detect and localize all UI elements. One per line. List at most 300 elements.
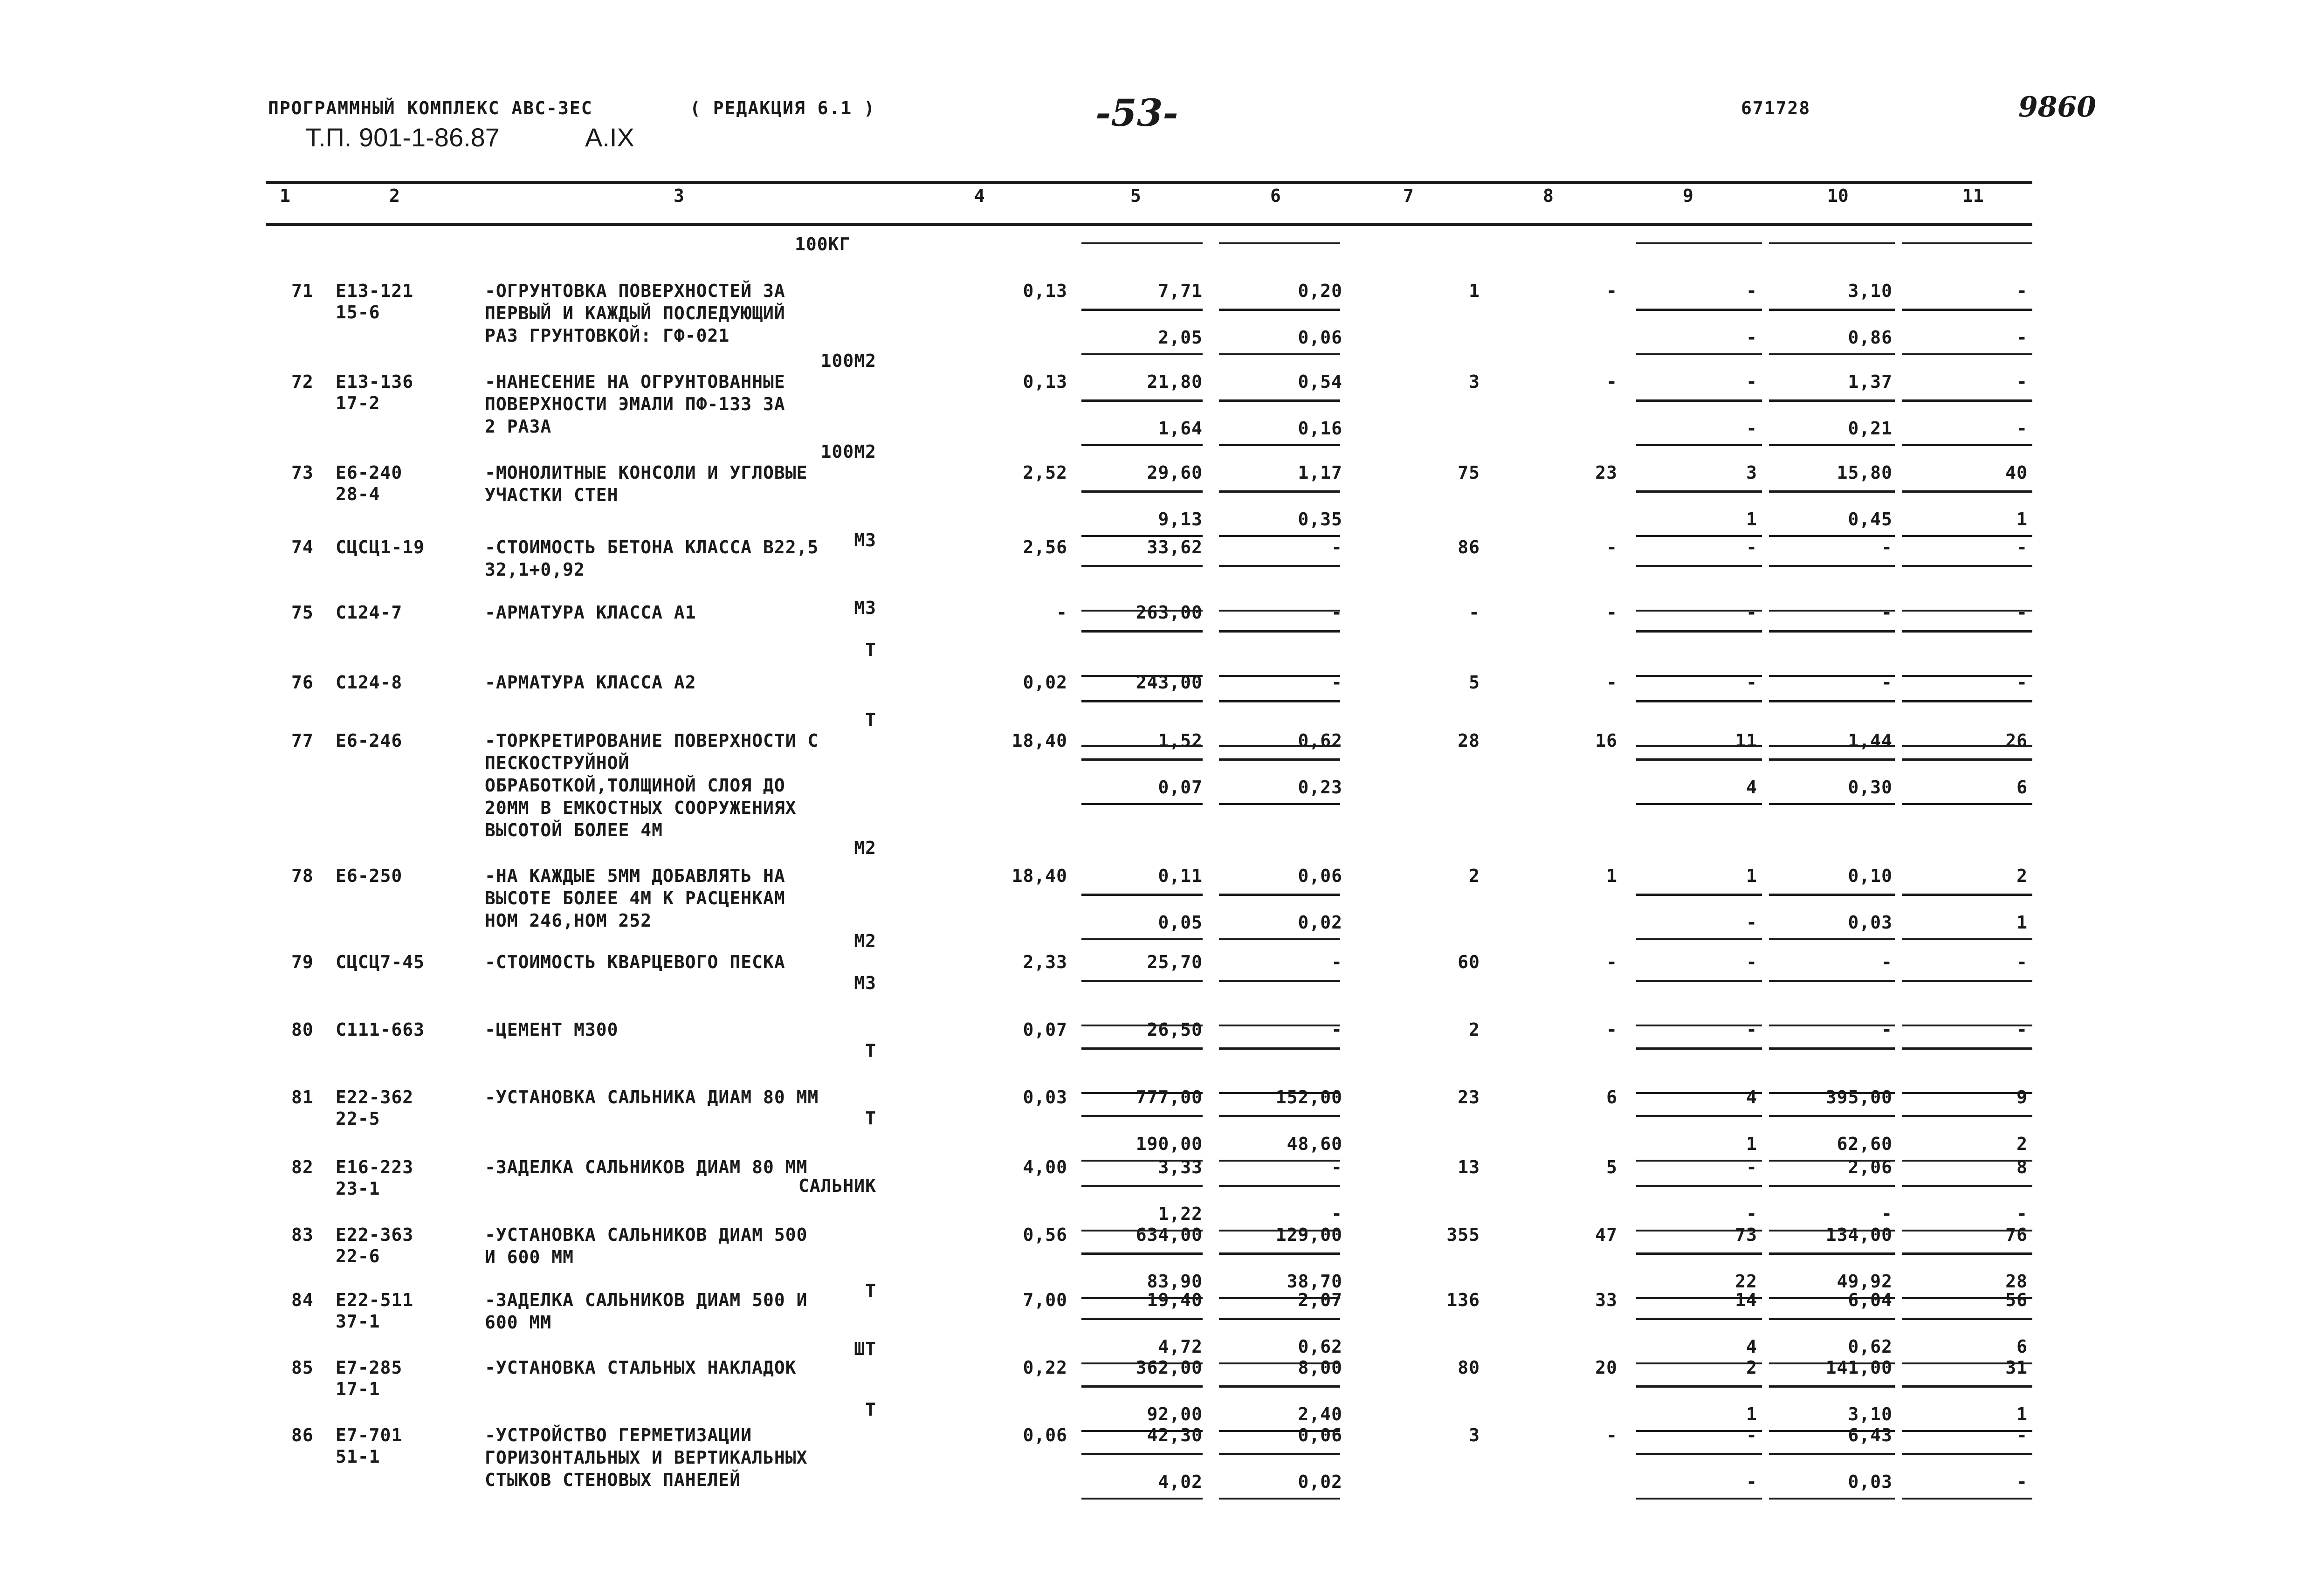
- col10-value-bottom: 0,03: [1848, 1472, 1892, 1492]
- col9-value-top: -: [1746, 537, 1757, 557]
- rate-code: Е6-250: [336, 866, 403, 886]
- row-number: 78: [291, 866, 314, 886]
- col10-value-top: -: [1881, 537, 1892, 557]
- rate-code: СЦСЦ7-45: [336, 952, 425, 972]
- work-description: -СТОИМОСТЬ КВАРЦЕВОГО ПЕСКА: [485, 952, 785, 972]
- fraction-rule: [1902, 1185, 2032, 1187]
- col10-value-top: 6,04: [1848, 1290, 1892, 1310]
- quantity-value: 0,13: [1023, 371, 1067, 392]
- work-description: -СТОИМОСТЬ БЕТОНА КЛАССА В22,5 32,1+0,92: [485, 537, 819, 580]
- row-number: 75: [291, 602, 314, 623]
- row-rule: [1081, 1498, 1203, 1500]
- col10-value-top: -: [1881, 602, 1892, 623]
- col6-value-bottom: 48,60: [1287, 1134, 1342, 1154]
- col11-value-bottom: -: [2016, 1472, 2028, 1492]
- fraction-rule: [1081, 399, 1203, 402]
- fraction-rule: [1219, 1385, 1340, 1388]
- rate-code: С124-7: [336, 602, 403, 623]
- col11-value-top: -: [2016, 281, 2028, 301]
- col9-value-bottom: -: [1746, 912, 1757, 933]
- cost-value-top: 263,00: [1135, 602, 1203, 623]
- fraction-rule: [1219, 1185, 1340, 1187]
- row-rule: [1902, 444, 2032, 446]
- row-rule: [1081, 803, 1203, 805]
- fraction-rule: [1636, 1115, 1762, 1117]
- col10-value-top: 2,06: [1848, 1157, 1892, 1177]
- fraction-rule: [1219, 309, 1340, 311]
- header-top-rule: [266, 181, 2032, 184]
- row-number: 77: [291, 730, 314, 751]
- col-header-4: 4: [974, 186, 985, 206]
- rate-code-line2: 22-6: [336, 1246, 380, 1266]
- col6-value-top: -: [1331, 602, 1342, 623]
- row-rule: [1219, 353, 1340, 355]
- unit-label: 100М2: [820, 441, 876, 462]
- col8-value: 6: [1606, 1087, 1617, 1108]
- col11-value-bottom: 6: [2016, 777, 2028, 798]
- fraction-rule: [1769, 980, 1895, 982]
- quantity-value: 2,52: [1023, 462, 1067, 483]
- row-rule: [1769, 1498, 1895, 1500]
- fraction-rule: [1902, 630, 2032, 633]
- fraction-rule: [1081, 1318, 1203, 1320]
- fraction-rule: [1902, 1047, 2032, 1050]
- rule-line: [1902, 242, 2032, 244]
- fraction-rule: [1219, 565, 1340, 567]
- col9-value-top: 14: [1735, 1290, 1757, 1310]
- col6-value-top: -: [1331, 672, 1342, 693]
- fraction-rule: [1769, 758, 1895, 761]
- row-rule: [1081, 938, 1203, 940]
- unit-label: М3: [854, 973, 876, 993]
- row-rule: [1636, 353, 1762, 355]
- cost-value-top: 777,00: [1135, 1087, 1203, 1108]
- fraction-rule: [1219, 1318, 1340, 1320]
- col6-value-bottom: 0,16: [1298, 418, 1342, 439]
- cost-value-top: 362,00: [1135, 1357, 1203, 1378]
- col8-value: 1: [1606, 866, 1617, 886]
- edition-label: ( РЕДАКЦИЯ 6.1 ): [690, 98, 876, 118]
- col6-value-top: 0,62: [1298, 730, 1342, 751]
- quantity-value: 0,03: [1023, 1087, 1067, 1108]
- col8-value: 5: [1606, 1157, 1617, 1177]
- row-rule: [1769, 803, 1895, 805]
- row-rule: [1636, 1498, 1762, 1500]
- work-description: -УСТАНОВКА САЛЬНИКОВ ДИАМ 500 И 600 ММ: [485, 1225, 808, 1267]
- col10-value-bottom: 62,60: [1837, 1134, 1892, 1154]
- col8-value: 23: [1595, 462, 1617, 483]
- col11-value-top: -: [2016, 672, 2028, 693]
- col7-value: 75: [1458, 462, 1480, 483]
- rate-code: Е22-362: [336, 1087, 414, 1108]
- col-header-6: 6: [1270, 186, 1281, 206]
- col6-value-top: 0,06: [1298, 1425, 1342, 1445]
- col8-value: -: [1606, 602, 1617, 623]
- col11-value-bottom: 6: [2016, 1336, 2028, 1357]
- col6-value-top: 1,17: [1298, 462, 1342, 483]
- fraction-rule: [1081, 1115, 1203, 1117]
- quantity-value: 18,40: [1012, 866, 1067, 886]
- fraction-rule: [1081, 1185, 1203, 1187]
- col10-value-bottom: 3,10: [1848, 1404, 1892, 1424]
- fraction-rule: [1219, 894, 1340, 896]
- cost-value-top: 634,00: [1135, 1225, 1203, 1245]
- col11-value-top: 76: [2005, 1225, 2028, 1245]
- work-description: -МОНОЛИТНЫЕ КОНСОЛИ И УГЛОВЫЕ УЧАСТКИ СТЕН: [485, 462, 808, 505]
- col11-value-top: -: [2016, 371, 2028, 392]
- col6-value-top: 129,00: [1275, 1225, 1342, 1245]
- cost-value-bottom: 190,00: [1135, 1134, 1203, 1154]
- col-header-2: 2: [389, 186, 400, 206]
- fraction-rule: [1769, 1252, 1895, 1255]
- fraction-rule: [1219, 1252, 1340, 1255]
- work-description: -ОГРУНТОВКА ПОВЕРХНОСТЕЙ ЗА ПЕРВЫЙ И КАЖДЫЙ ПОСЛЕДУЮЩИЙ РАЗ ГРУНТОВКОЙ: ГФ-021: [485, 281, 785, 346]
- col9-value-bottom: -: [1746, 1472, 1757, 1492]
- work-description: -УСТРОЙСТВО ГЕРМЕТИЗАЦИИ ГОРИЗОНТАЛЬНЫХ И ВЕРТИКАЛЬНЫХ СТЫКОВ СТЕНОВЫХ ПАНЕЛЕЙ: [485, 1425, 808, 1490]
- col10-value-top: 15,80: [1837, 462, 1892, 483]
- row-rule: [1636, 803, 1762, 805]
- col-header-9: 9: [1683, 186, 1693, 206]
- col11-value-bottom: 1: [2016, 509, 2028, 530]
- fraction-rule: [1769, 1453, 1895, 1455]
- col-header-7: 7: [1403, 186, 1414, 206]
- col7-value: 2: [1469, 866, 1480, 886]
- fraction-rule: [1636, 309, 1762, 311]
- cost-value-bottom: 4,72: [1158, 1336, 1203, 1357]
- rate-code: С124-8: [336, 672, 403, 693]
- fraction-rule: [1636, 894, 1762, 896]
- col6-value-top: 0,06: [1298, 866, 1342, 886]
- rate-code-line2: 28-4: [336, 484, 380, 504]
- col7-value: 23: [1458, 1087, 1480, 1108]
- fraction-rule: [1902, 700, 2032, 702]
- fraction-rule: [1769, 565, 1895, 567]
- fraction-rule: [1636, 490, 1762, 493]
- col9-value-top: 4: [1746, 1087, 1757, 1108]
- fraction-rule: [1902, 309, 2032, 311]
- col10-value-bottom: -: [1881, 1204, 1892, 1224]
- col11-value-top: 9: [2016, 1087, 2028, 1108]
- cost-value-bottom: 1,64: [1158, 418, 1203, 439]
- fraction-rule: [1219, 1047, 1340, 1050]
- col10-value-top: 141,00: [1825, 1357, 1892, 1378]
- rule-line: [1769, 242, 1895, 244]
- col11-value-bottom: 2: [2016, 1134, 2028, 1154]
- col7-value: 136: [1446, 1290, 1480, 1310]
- col9-value-bottom: -: [1746, 327, 1757, 348]
- quantity-value: 0,06: [1023, 1425, 1067, 1445]
- col6-value-bottom: 2,40: [1298, 1404, 1342, 1424]
- col8-value: 47: [1595, 1225, 1617, 1245]
- row-number: 82: [291, 1157, 314, 1177]
- work-description: -НАНЕСЕНИЕ НА ОГРУНТОВАННЫЕ ПОВЕРХНОСТИ ЭМАЛИ ПФ-133 ЗА 2 РАЗА: [485, 371, 785, 437]
- col8-value: 33: [1595, 1290, 1617, 1310]
- col8-value: -: [1606, 952, 1617, 972]
- col9-value-bottom: 4: [1746, 777, 1757, 798]
- fraction-rule: [1219, 980, 1340, 982]
- col10-value-top: 1,37: [1848, 371, 1892, 392]
- fraction-rule: [1902, 1115, 2032, 1117]
- col7-value: 3: [1469, 371, 1480, 392]
- col10-value-top: 1,44: [1848, 730, 1892, 751]
- work-description: -НА КАЖДЫЕ 5ММ ДОБАВЛЯТЬ НА ВЫСОТЕ БОЛЕЕ 4М К РАСЦЕНКАМ НОМ 246,НОМ 252: [485, 866, 785, 931]
- col10-value-bottom: 0,86: [1848, 327, 1892, 348]
- row-number: 86: [291, 1425, 314, 1445]
- fraction-rule: [1769, 1185, 1895, 1187]
- col9-value-bottom: 1: [1746, 1404, 1757, 1424]
- quantity-value: 0,02: [1023, 672, 1067, 693]
- row-number: 76: [291, 672, 314, 693]
- row-rule: [1902, 353, 2032, 355]
- fraction-rule: [1902, 565, 2032, 567]
- rate-code-line2: 37-1: [336, 1311, 380, 1332]
- project-number: Т.П. 901-1-86.87: [305, 123, 500, 152]
- unit-label: Т: [865, 640, 876, 660]
- rate-code-line2: 17-1: [336, 1379, 380, 1399]
- quantity-value: 0,56: [1023, 1225, 1067, 1245]
- col8-value: -: [1606, 537, 1617, 557]
- work-description: -ЗАДЕЛКА САЛЬНИКОВ ДИАМ 80 ММ: [485, 1157, 808, 1177]
- fraction-rule: [1219, 1453, 1340, 1455]
- col10-value-bottom: 49,92: [1837, 1271, 1892, 1292]
- cost-value-top: 7,71: [1158, 281, 1203, 301]
- col7-value: 13: [1458, 1157, 1480, 1177]
- cost-value-top: 42,30: [1147, 1425, 1203, 1445]
- col11-value-top: -: [2016, 952, 2028, 972]
- cost-value-top: 0,11: [1158, 866, 1203, 886]
- cost-value-top: 29,60: [1147, 462, 1203, 483]
- col9-value-top: -: [1746, 952, 1757, 972]
- col6-value-top: -: [1331, 952, 1342, 972]
- quantity-value: 2,56: [1023, 537, 1067, 557]
- col6-value-top: 152,00: [1275, 1087, 1342, 1108]
- rule-line: [1219, 242, 1340, 244]
- col6-value-bottom: 0,02: [1298, 1472, 1342, 1492]
- unit-label: Т: [865, 1040, 876, 1061]
- work-description: -УСТАНОВКА САЛЬНИКА ДИАМ 80 ММ: [485, 1087, 819, 1108]
- fraction-rule: [1636, 1318, 1762, 1320]
- row-number: 80: [291, 1019, 314, 1040]
- fraction-rule: [1902, 1318, 2032, 1320]
- col9-value-top: 3: [1746, 462, 1757, 483]
- col7-value: 60: [1458, 952, 1480, 972]
- col7-value: 1: [1469, 281, 1480, 301]
- fraction-rule: [1636, 700, 1762, 702]
- col6-value-bottom: 0,23: [1298, 777, 1342, 798]
- fraction-rule: [1769, 1385, 1895, 1388]
- col6-value-bottom: 0,06: [1298, 327, 1342, 348]
- row-rule: [1769, 353, 1895, 355]
- col6-value-top: 8,00: [1298, 1357, 1342, 1378]
- col8-value: -: [1606, 672, 1617, 693]
- fraction-rule: [1902, 980, 2032, 982]
- col6-value-top: -: [1331, 537, 1342, 557]
- col7-value: 80: [1458, 1357, 1480, 1378]
- col11-value-bottom: -: [2016, 1204, 2028, 1224]
- col-header-5: 5: [1130, 186, 1141, 206]
- fraction-rule: [1219, 1115, 1340, 1117]
- col10-value-bottom: 0,03: [1848, 912, 1892, 933]
- quantity-value: -: [1056, 602, 1067, 623]
- fraction-rule: [1769, 1115, 1895, 1117]
- col9-value-top: -: [1746, 1019, 1757, 1040]
- fraction-rule: [1219, 490, 1340, 493]
- fraction-rule: [1636, 1252, 1762, 1255]
- col6-value-bottom: 38,70: [1287, 1271, 1342, 1292]
- program-title: ПРОГРАММНЫЙ КОМПЛЕКС АВС-3ЕС: [268, 98, 593, 118]
- row-number: 84: [291, 1290, 314, 1310]
- fraction-rule: [1081, 630, 1203, 633]
- col11-value-top: -: [2016, 537, 2028, 557]
- rate-code: Е22-363: [336, 1225, 414, 1245]
- rate-code-line2: 15-6: [336, 302, 380, 323]
- rate-code: Е13-136: [336, 371, 414, 392]
- col8-value: 20: [1595, 1357, 1617, 1378]
- cost-value-bottom: 9,13: [1158, 509, 1203, 530]
- unit-label: М2: [854, 931, 876, 951]
- cost-value-bottom: 0,05: [1158, 912, 1203, 933]
- col6-value-top: 0,20: [1298, 281, 1342, 301]
- col9-value-top: 1: [1746, 866, 1757, 886]
- fraction-rule: [1769, 1318, 1895, 1320]
- col11-value-top: -: [2016, 1019, 2028, 1040]
- fraction-rule: [1219, 758, 1340, 761]
- col9-value-top: -: [1746, 672, 1757, 693]
- col10-value-bottom: 0,21: [1848, 418, 1892, 439]
- unit-label: Т: [865, 1280, 876, 1301]
- rate-code: Е6-240: [336, 462, 403, 483]
- col9-value-top: -: [1746, 371, 1757, 392]
- cost-value-top: 33,62: [1147, 537, 1203, 557]
- header-bottom-rule: [266, 223, 2032, 226]
- col11-value-bottom: 1: [2016, 1404, 2028, 1424]
- col6-value-top: -: [1331, 1019, 1342, 1040]
- unit-label: М3: [854, 530, 876, 550]
- col9-value-top: 11: [1735, 730, 1757, 751]
- fraction-rule: [1902, 758, 2032, 761]
- col9-value-top: -: [1746, 1425, 1757, 1445]
- col10-value-top: 3,10: [1848, 281, 1892, 301]
- fraction-rule: [1081, 1453, 1203, 1455]
- row-number: 81: [291, 1087, 314, 1108]
- fraction-rule: [1081, 758, 1203, 761]
- quantity-value: 0,13: [1023, 281, 1067, 301]
- row-rule: [1219, 803, 1340, 805]
- row-rule: [1636, 938, 1762, 940]
- quantity-value: 7,00: [1023, 1290, 1067, 1310]
- unit-label: САЛЬНИК: [798, 1176, 876, 1196]
- col8-value: -: [1606, 371, 1617, 392]
- col10-value-top: -: [1881, 952, 1892, 972]
- fraction-rule: [1636, 758, 1762, 761]
- col7-value: 2: [1469, 1019, 1480, 1040]
- col8-value: -: [1606, 1019, 1617, 1040]
- fraction-rule: [1636, 980, 1762, 982]
- fraction-rule: [1636, 1047, 1762, 1050]
- row-rule: [1636, 444, 1762, 446]
- fraction-rule: [1769, 399, 1895, 402]
- row-number: 72: [291, 371, 314, 392]
- fraction-rule: [1081, 309, 1203, 311]
- row-rule: [1081, 444, 1203, 446]
- rate-code-line2: 51-1: [336, 1446, 380, 1467]
- row-rule: [1219, 444, 1340, 446]
- unit-label: М3: [854, 598, 876, 618]
- fraction-rule: [1902, 1453, 2032, 1455]
- fraction-rule: [1081, 1385, 1203, 1388]
- col11-value-top: 2: [2016, 866, 2028, 886]
- fraction-rule: [1636, 1185, 1762, 1187]
- rate-code: Е16-223: [336, 1157, 414, 1177]
- col7-value: 28: [1458, 730, 1480, 751]
- col7-value: 3: [1469, 1425, 1480, 1445]
- fraction-rule: [1769, 700, 1895, 702]
- row-rule: [1219, 938, 1340, 940]
- col11-value-top: 8: [2016, 1157, 2028, 1177]
- row-number: 79: [291, 952, 314, 972]
- work-description: -АРМАТУРА КЛАССА А1: [485, 602, 696, 623]
- quantity-value: 4,00: [1023, 1157, 1067, 1177]
- col10-value-top: -: [1881, 1019, 1892, 1040]
- col7-value: 355: [1446, 1225, 1480, 1245]
- col6-value-bottom: 0,02: [1298, 912, 1342, 933]
- page-number: -53-: [1095, 91, 1178, 135]
- cost-value-bottom: 4,02: [1158, 1472, 1203, 1492]
- cost-value-bottom: 0,07: [1158, 777, 1203, 798]
- cost-value-bottom: 92,00: [1147, 1404, 1203, 1424]
- col8-value: -: [1606, 281, 1617, 301]
- fraction-rule: [1219, 700, 1340, 702]
- fraction-rule: [1081, 490, 1203, 493]
- cost-value-top: 25,70: [1147, 952, 1203, 972]
- cost-value-top: 3,33: [1158, 1157, 1203, 1177]
- col10-value-bottom: 0,30: [1848, 777, 1892, 798]
- rate-code: Е13-121: [336, 281, 414, 301]
- rule-line: [1636, 242, 1762, 244]
- col-header-10: 10: [1827, 186, 1849, 206]
- unit-label: Т: [865, 709, 876, 730]
- fraction-rule: [1636, 399, 1762, 402]
- col11-value-bottom: 28: [2005, 1271, 2028, 1292]
- col10-value-top: 395,00: [1825, 1087, 1892, 1108]
- row-rule: [1219, 1498, 1340, 1500]
- col6-value-top: -: [1331, 1157, 1342, 1177]
- quantity-value: 0,07: [1023, 1019, 1067, 1040]
- cost-value-bottom: 1,22: [1158, 1204, 1203, 1224]
- row-rule: [1902, 1498, 2032, 1500]
- unit-label: ШТ: [854, 1339, 876, 1359]
- col7-value: 86: [1458, 537, 1480, 557]
- work-description: -УСТАНОВКА СТАЛЬНЫХ НАКЛАДОК: [485, 1357, 797, 1378]
- rate-code-line2: 23-1: [336, 1178, 380, 1199]
- col-header-11: 11: [1962, 186, 1984, 206]
- fraction-rule: [1081, 1047, 1203, 1050]
- fraction-rule: [1081, 894, 1203, 896]
- col10-value-top: 6,43: [1848, 1425, 1892, 1445]
- fraction-rule: [1219, 630, 1340, 633]
- col9-value-top: -: [1746, 602, 1757, 623]
- col10-value-top: 134,00: [1825, 1225, 1892, 1245]
- col11-value-top: -: [2016, 1425, 2028, 1445]
- fraction-rule: [1769, 1047, 1895, 1050]
- work-description: -ЗАДЕЛКА САЛЬНИКОВ ДИАМ 500 И 600 ММ: [485, 1290, 808, 1333]
- unit-label: 100М2: [820, 351, 876, 371]
- fraction-rule: [1081, 980, 1203, 982]
- col8-value: -: [1606, 1425, 1617, 1445]
- quantity-value: 18,40: [1012, 730, 1067, 751]
- col11-value-top: 26: [2005, 730, 2028, 751]
- col6-value-bottom: -: [1331, 1204, 1342, 1224]
